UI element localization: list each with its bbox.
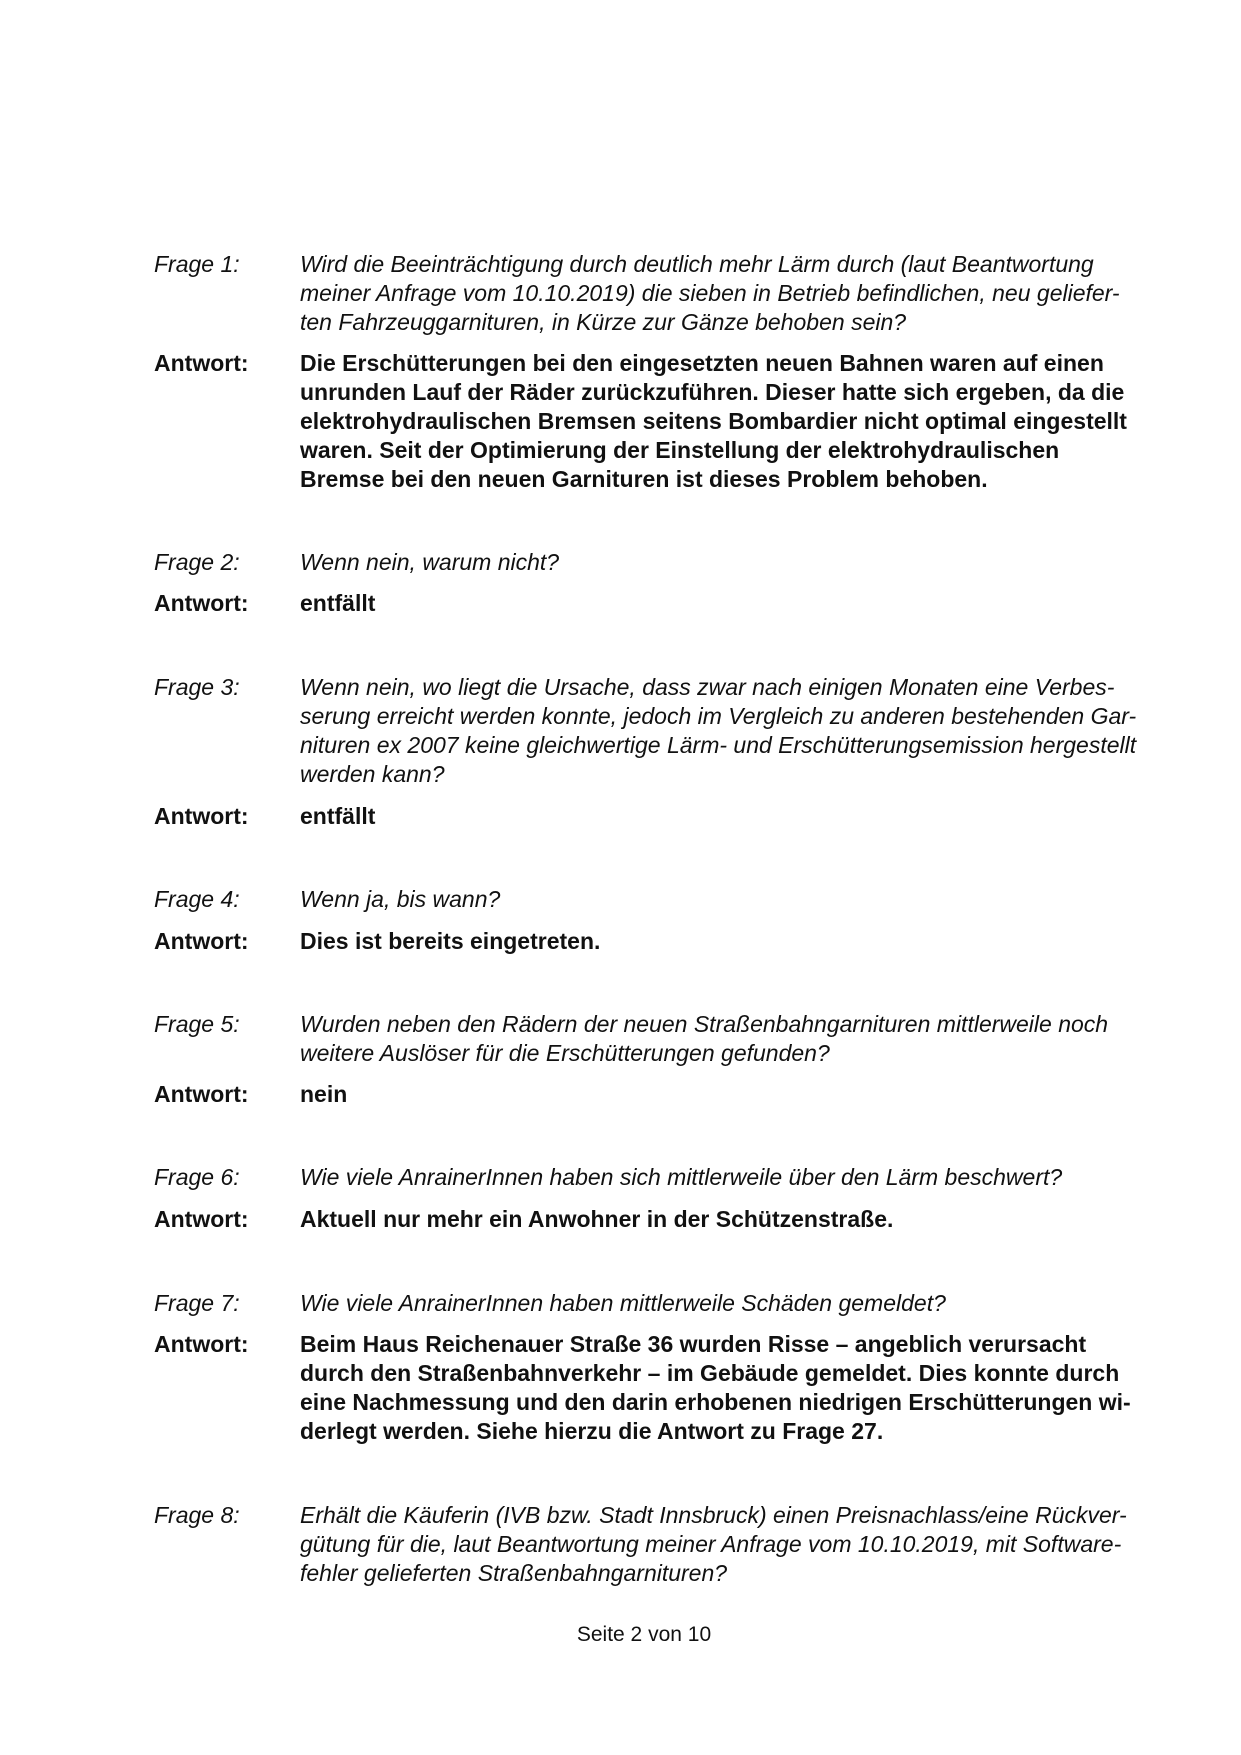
question-label: Frage 1:	[154, 251, 240, 277]
answer-text-line: unrunden Lauf der Räder zurückzuführen. Dieser hatte sich ergeben, da die	[300, 379, 1125, 405]
question-text-line: nituren ex 2007 keine gleichwertige Lärm- und Erschütterungsemission hergestellt	[300, 732, 1137, 758]
question-text-line: Wenn nein, wo liegt die Ursache, dass zwar nach einigen Monaten eine Verbes-	[300, 674, 1115, 700]
answer-text	[300, 1080, 347, 1109]
answer-label: Antwort:	[154, 1331, 249, 1357]
answer-label: Antwort:	[154, 350, 249, 376]
question-text	[300, 1289, 946, 1318]
question-text	[300, 250, 1120, 337]
question-text-line: Wenn ja, bis wann?	[300, 886, 501, 912]
answer-text	[300, 802, 375, 831]
question-label: Frage 5:	[154, 1011, 240, 1037]
answer-text-line: elektrohydraulischen Bremsen seitens Bombardier nicht optimal eingestellt	[300, 408, 1127, 434]
question-text-line: gütung für die, laut Beantwortung meiner Anfrage vom 10.10.2019, mit Software-	[300, 1531, 1122, 1557]
answer-label: Antwort:	[154, 590, 249, 616]
answer-label: Antwort:	[154, 803, 249, 829]
answer-text	[300, 927, 600, 956]
question-text	[300, 1163, 1062, 1192]
question-text-line: meiner Anfrage vom 10.10.2019) die sieben in Betrieb befindlichen, neu geliefer-	[300, 280, 1120, 306]
answer-text-line: eine Nachmessung und den darin erhobenen niedrigen Erschütterungen wi-	[300, 1389, 1131, 1415]
question-text-line: serung erreicht werden konnte, jedoch im Vergleich zu anderen bestehenden Gar-	[300, 703, 1137, 729]
question-text	[300, 885, 500, 914]
answer-text-line: Beim Haus Reichenauer Straße 36 wurden Risse – angeblich verursacht	[300, 1331, 1087, 1357]
question-text-line: werden kann?	[300, 761, 445, 787]
question-text-line: Wurden neben den Rädern der neuen Straßenbahngarnituren mittlerweile noch	[300, 1011, 1109, 1037]
answer-text	[300, 349, 1127, 494]
answer-text-line: durch den Straßenbahnverkehr – im Gebäude gemeldet. Dies konnte durch	[300, 1360, 1120, 1386]
question-label: Frage 2:	[154, 549, 240, 575]
answer-text-line: nein	[300, 1081, 348, 1107]
answer-text-line: entfällt	[300, 590, 376, 616]
question-label: Frage 3:	[154, 674, 240, 700]
question-label: Frage 6:	[154, 1164, 240, 1190]
answer-label: Antwort:	[154, 1206, 249, 1232]
page-footer: Seite 2 von 10	[576, 1623, 712, 1646]
question-text-line: fehler gelieferten Straßenbahngarnituren?	[300, 1560, 728, 1586]
answer-text-line: Die Erschütterungen bei den eingesetzten neuen Bahnen waren auf einen	[300, 350, 1104, 376]
question-text-line: Erhält die Käuferin (IVB bzw. Stadt Innsbruck) einen Preisnachlass/eine Rückver-	[300, 1502, 1127, 1528]
answer-text-line: waren. Seit der Optimierung der Einstellung der elektrohydraulischen	[300, 437, 1060, 463]
answer-text	[300, 1205, 893, 1234]
question-text-line: Wenn nein, warum nicht?	[300, 549, 560, 575]
answer-text	[300, 1330, 1131, 1446]
answer-text-line: Dies ist bereits eingetreten.	[300, 928, 601, 954]
question-text	[300, 548, 559, 577]
answer-label: Antwort:	[154, 1081, 249, 1107]
answer-text-line: entfällt	[300, 803, 376, 829]
question-text-line: Wie viele AnrainerInnen haben sich mittlerweile über den Lärm beschwert?	[300, 1164, 1063, 1190]
answer-text-line: Bremse bei den neuen Garnituren ist dieses Problem behoben.	[300, 466, 988, 492]
question-text	[300, 673, 1136, 789]
question-text-line: weitere Auslöser für die Erschütterungen gefunden?	[300, 1040, 830, 1066]
question-text-line: Wie viele AnrainerInnen haben mittlerweile Schäden gemeldet?	[300, 1290, 946, 1316]
question-text-line: Wird die Beeinträchtigung durch deutlich mehr Lärm durch (laut Beantwortung	[300, 251, 1094, 277]
question-label: Frage 8:	[154, 1502, 240, 1528]
question-text-line: ten Fahrzeuggarnituren, in Kürze zur Gänze behoben sein?	[300, 309, 907, 335]
answer-text-line: derlegt werden. Siehe hierzu die Antwort zu Frage 27.	[300, 1418, 884, 1444]
answer-label: Antwort:	[154, 928, 249, 954]
question-text	[300, 1010, 1108, 1068]
question-label: Frage 4:	[154, 886, 240, 912]
question-text	[300, 1501, 1127, 1588]
answer-text-line: Aktuell nur mehr ein Anwohner in der Schützenstraße.	[300, 1206, 894, 1232]
answer-text	[300, 589, 375, 618]
question-label: Frage 7:	[154, 1290, 240, 1316]
